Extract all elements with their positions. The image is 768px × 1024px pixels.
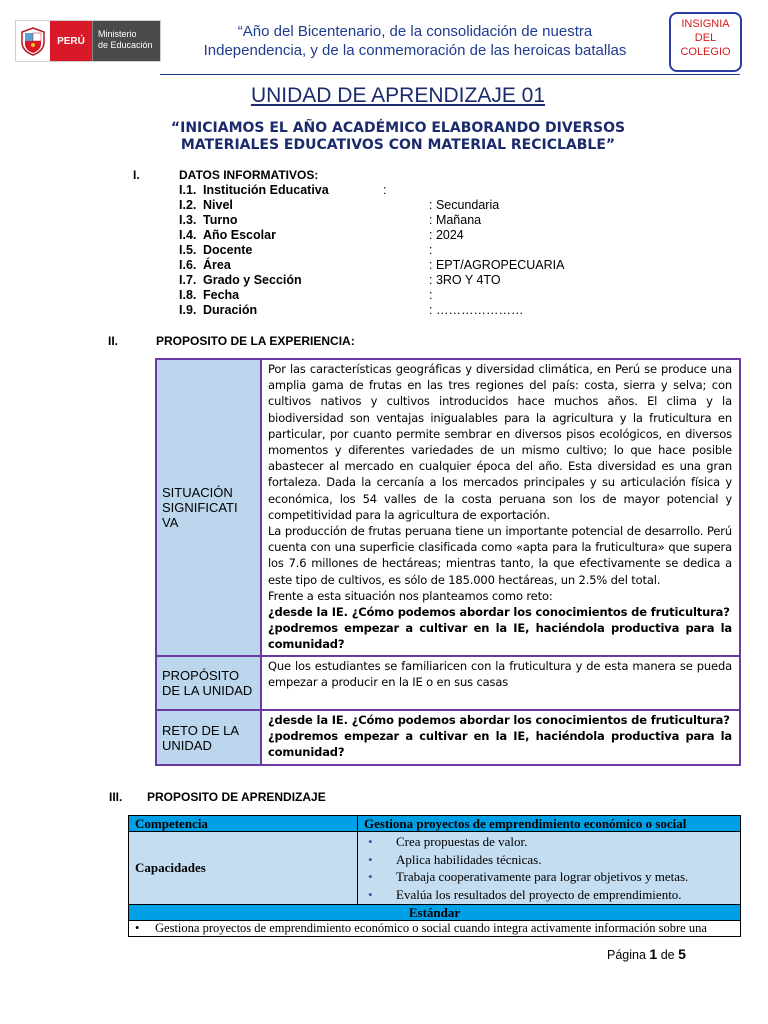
situacion-question-2: ¿podremos empezar a cultivar en la IE, haciéndola productiva para la comunidad?	[268, 621, 732, 652]
capacidades-label: Capacidades	[129, 832, 358, 905]
info-row	[179, 183, 739, 198]
competencia-row	[129, 816, 741, 832]
info-label: Institución Educativa	[203, 183, 329, 197]
minedu-logo	[15, 20, 161, 62]
info-value: : Secundaria	[429, 198, 500, 212]
logo-ministry-line1: Ministerio	[98, 29, 137, 39]
page-total: 5	[678, 946, 686, 962]
list-item: • Crea propuestas de valor.	[368, 833, 740, 851]
situacion-text	[262, 360, 739, 655]
section3-title: PROPOSITO DE APRENDIZAJE	[147, 790, 326, 804]
competencia-value: Gestiona proyectos de emprendimiento económico o social	[358, 816, 741, 832]
list-item: • Evalúa los resultados del proyecto de emprendimiento.	[368, 886, 740, 904]
page-prefix: Página	[607, 948, 646, 962]
info-label: Área	[203, 258, 231, 272]
info-label: Grado y Sección	[203, 273, 302, 287]
info-value: : Mañana	[429, 213, 482, 227]
capacidades-list	[358, 832, 740, 904]
info-value: :	[429, 288, 433, 302]
info-value: : 2024	[429, 228, 464, 242]
info-num: I.2.	[179, 198, 197, 212]
logo-ministry-line2: de Educación	[98, 40, 153, 50]
page-number	[607, 946, 686, 962]
info-row	[179, 228, 739, 243]
list-item: • Aplica habilidades técnicas.	[368, 851, 740, 869]
reto-question-1: ¿desde la IE. ¿Cómo podemos abordar los conocimientos de fruticultura?	[268, 713, 730, 727]
header-quote	[185, 22, 645, 60]
section2-number: II.	[108, 334, 119, 348]
bullet-icon: •	[135, 921, 156, 935]
school-insignia-badge: INSIGNIA DEL COLEGIO	[669, 12, 742, 72]
info-value: :	[383, 183, 387, 197]
proposito-text: Que los estudiantes se familiaricen con la fruticultura y de esta manera se pueda empezar a producir en la IE o en sus casas	[268, 659, 732, 690]
info-label: Turno	[203, 213, 238, 227]
situacion-row	[157, 360, 739, 657]
info-num: I.4.	[179, 228, 197, 242]
situacion-label: SITUACIÓN SIGNIFICATI VA	[157, 360, 262, 655]
info-row	[179, 213, 739, 228]
reto-question-2: ¿podremos empezar a cultivar en la IE, haciéndola productiva para la comunidad?	[268, 729, 732, 760]
situacion-paragraph-3: Frente a esta situación nos planteamos como reto:	[268, 588, 553, 603]
competencia-label: Competencia	[129, 816, 358, 832]
unit-subtitle: “INICIAMOS EL AÑO ACADÉMICO ELABORANDO DIVERSOS MATERIALES EDUCATIVOS CON MATERIAL RECICLABLE”	[170, 120, 626, 153]
header-quote-line1: “Año del Bicentenario, de la consolidación de nuestra	[237, 23, 593, 40]
info-value: : EPT/AGROPECUARIA	[429, 258, 565, 272]
info-value: :	[429, 243, 433, 257]
info-label: Año Escolar	[203, 228, 276, 242]
info-value: : 3RO Y 4TO	[429, 273, 501, 287]
info-label: Docente	[203, 243, 253, 257]
section2-title: PROPOSITO DE LA EXPERIENCIA:	[156, 334, 355, 348]
section3-number: III.	[109, 790, 123, 804]
info-row	[179, 303, 739, 318]
page-current: 1	[649, 946, 658, 962]
estandar-cell	[129, 921, 741, 937]
page-of: de	[660, 948, 675, 962]
situacion-paragraph-1: Por las características geográficas y diversidad climática, en Perú se produce una amplia gama de frutas en las tres regiones del país: costa, sierra y selva; con cultivos nativos y cultivos introducidos hace muchos años. El clima y la biodiversidad son ventajas inigualables para la agricultura y la fruticultura en particular, por cuanto permite sembrar en diversos pisos ecológicos, en diversos momentos y diferentes variedades de un mismo cultivo; lo que hace posible abastecer al mercado en cualquier época del año. Esta diversidad es una gran fortaleza. Dada la cercanía a los mercados principales y su articulación física y económica, los 54 valles de la costa peruana son los de mayor potencial y competitividad para la agricultura de exportación.	[268, 362, 732, 522]
proposito-label: PROPÓSITO DE LA UNIDAD	[157, 657, 262, 709]
info-value: : …………………	[429, 303, 524, 317]
logo-country: PERÚ	[50, 21, 92, 61]
info-num: I.1.	[179, 183, 197, 197]
info-label: Duración	[203, 303, 258, 317]
peru-shield-icon	[16, 21, 50, 61]
section1-number: I.	[133, 168, 140, 182]
estandar-text: Gestiona proyectos de emprendimiento económico o social cuando integra activamente información sobre una	[155, 921, 707, 935]
estandar-label: Estándar	[129, 905, 741, 921]
unit-title: UNIDAD DE APRENDIZAJE 01	[250, 84, 546, 107]
info-row	[179, 288, 739, 303]
reto-label: RETO DE LA UNIDAD	[157, 711, 262, 764]
reto-text	[262, 711, 739, 764]
situacion-question-1: ¿desde la IE. ¿Cómo podemos abordar los conocimientos de fruticultura?	[268, 605, 730, 620]
estandar-row	[129, 921, 741, 937]
proposito-row	[157, 657, 739, 711]
experience-purpose-table	[155, 358, 741, 766]
info-row	[179, 258, 739, 273]
info-label: Nivel	[203, 198, 233, 212]
info-num: I.6.	[179, 258, 197, 272]
learning-purpose-table	[128, 815, 741, 937]
logo-ministry	[92, 21, 160, 61]
info-row	[179, 198, 739, 213]
info-num: I.7.	[179, 273, 197, 287]
estandar-header-row	[129, 905, 741, 921]
info-row	[179, 243, 739, 258]
section1-title: DATOS INFORMATIVOS:	[179, 168, 319, 182]
situacion-paragraph-2: La producción de frutas peruana tiene un importante potencial de desarrollo. Perú cuenta con una superficie clasificada como «apta para la fruticultura» que supera los 7.6 millones de hectáreas; mientras tanto, la que efectivamente se dedica a este tipo de cultivos, es sólo de 185.000 hectáreas, un 2.5% del total.	[268, 524, 732, 587]
capacidades-row	[129, 832, 741, 905]
info-label: Fecha	[203, 288, 240, 302]
capacidades-cell	[358, 832, 741, 905]
list-item: • Trabaja cooperativamente para lograr objetivos y metas.	[368, 868, 740, 886]
info-num: I.8.	[179, 288, 197, 302]
header-quote-line2: Independencia, y de la conmemoración de las heroicas batallas	[203, 42, 627, 59]
info-row	[179, 273, 739, 288]
reto-row	[157, 711, 739, 764]
info-num: I.5.	[179, 243, 197, 257]
info-num: I.9.	[179, 303, 197, 317]
info-num: I.3.	[179, 213, 197, 227]
header-divider	[160, 74, 740, 75]
